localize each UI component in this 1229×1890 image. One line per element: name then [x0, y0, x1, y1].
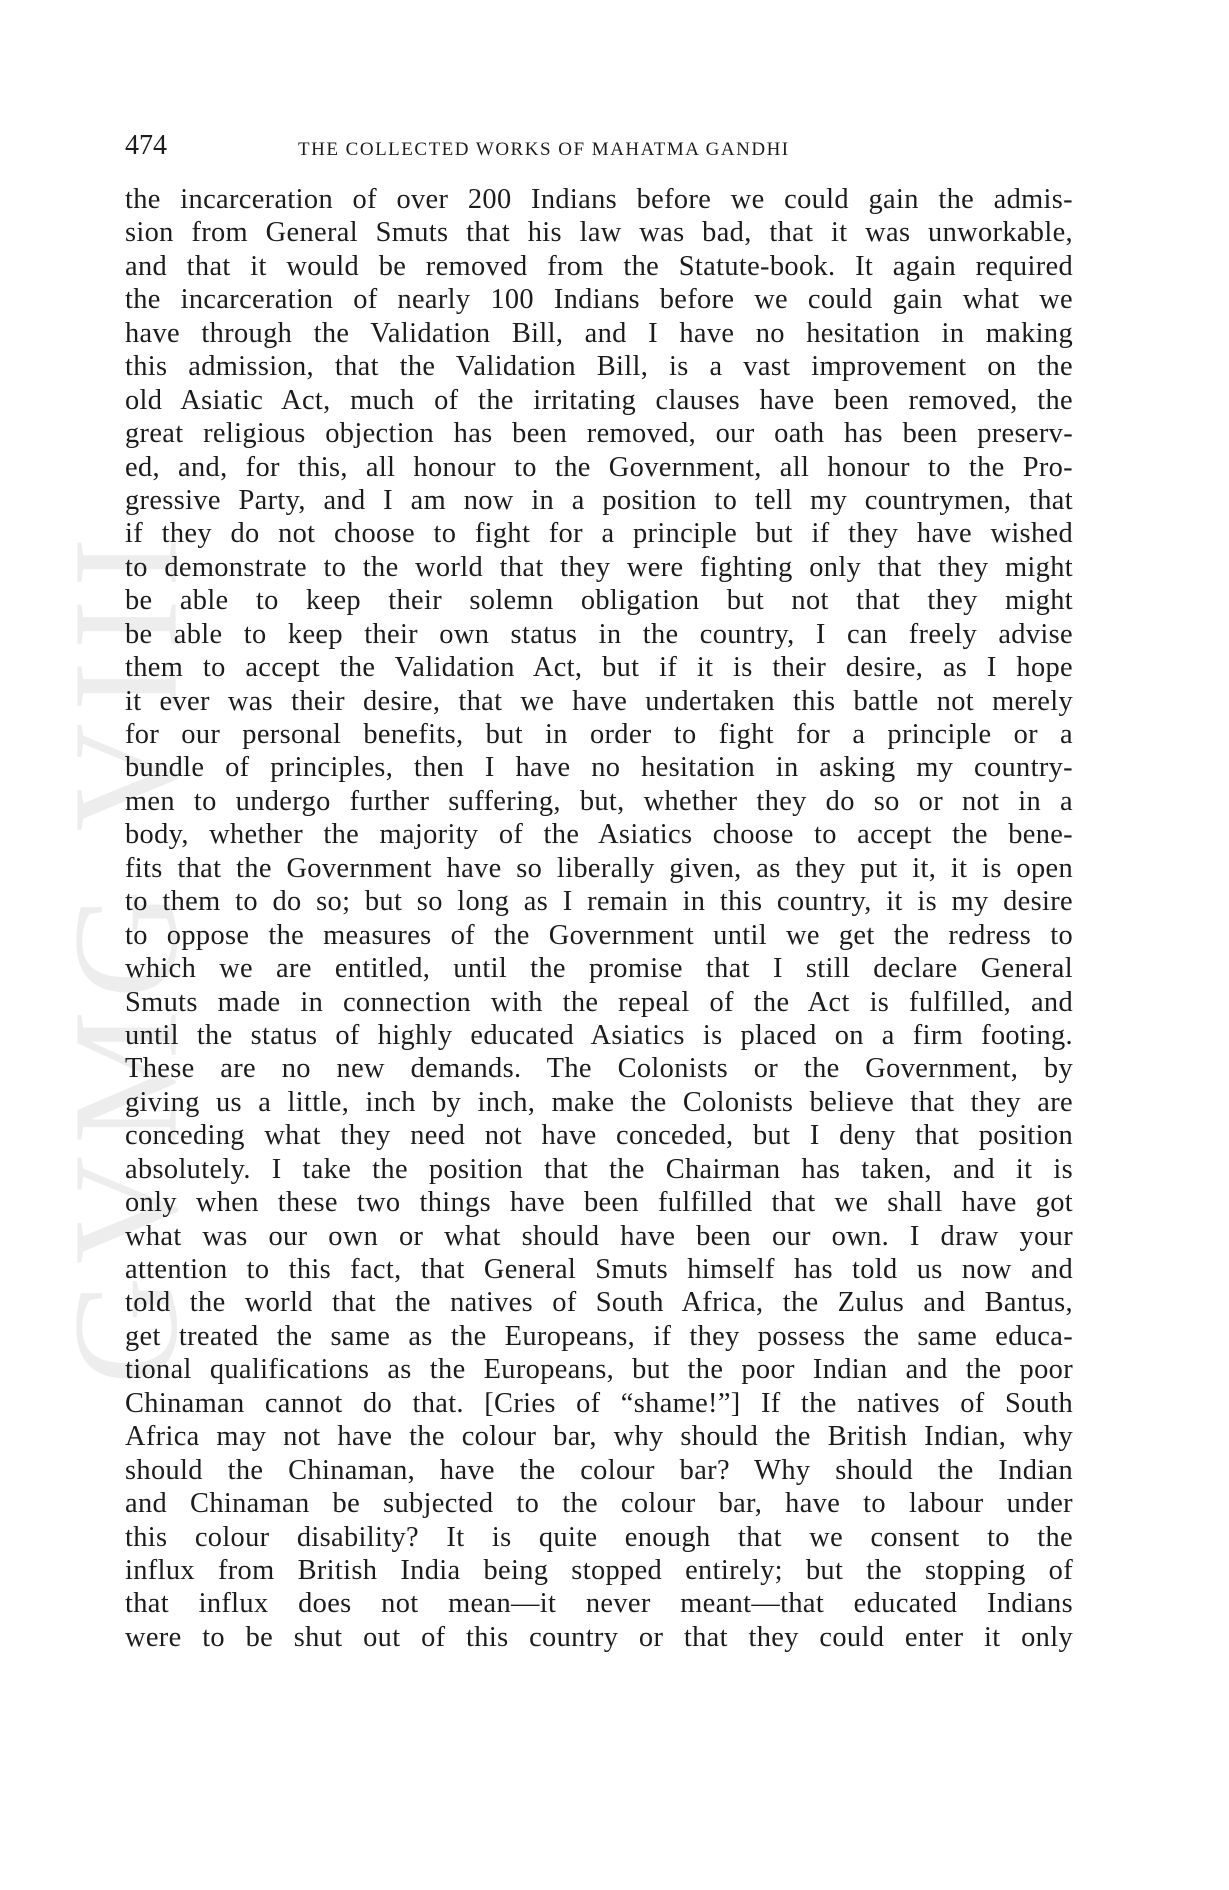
body-text	[125, 183, 1073, 1654]
text-line: tional qualifications as the Europeans, but the poor Indian and the poor	[125, 1354, 1073, 1386]
text-line: the incarceration of nearly 100 Indians before we could gain what we	[125, 284, 1073, 316]
text-line: Smuts made in connection with the repeal of the Act is fulfilled, and	[125, 986, 1073, 1018]
page-number: 474	[125, 130, 167, 161]
text-line: to them to do so; but so long as I remain in this country, it is my desire	[125, 886, 1073, 918]
text-line: old Asiatic Act, much of the irritating clauses have been removed, the	[125, 384, 1073, 416]
text-line: and that it would be removed from the Statute-book. It again required	[125, 250, 1073, 282]
text-line: to demonstrate to the world that they were fighting only that they might	[125, 551, 1073, 583]
text-line: what was our own or what should have been our own. I draw your	[125, 1220, 1073, 1252]
text-line: Africa may not have the colour bar, why should the British Indian, why	[125, 1421, 1073, 1453]
text-line: gressive Party, and I am now in a position to tell my countrymen, that	[125, 484, 1073, 516]
text-line: sion from General Smuts that his law was bad, that it was unworkable,	[125, 217, 1073, 249]
text-line: it ever was their desire, that we have undertaken this battle not merely	[125, 685, 1073, 717]
text-line: fits that the Government have so liberally given, as they put it, it is open	[125, 852, 1073, 884]
text-line: conceding what they need not have conceded, but I deny that position	[125, 1120, 1073, 1152]
text-line: have through the Validation Bill, and I have no hesitation in making	[125, 317, 1073, 349]
text-line: which we are entitled, until the promise that I still declare General	[125, 953, 1073, 985]
text-line: bundle of principles, then I have no hesitation in asking my country-	[125, 752, 1073, 784]
text-line: men to undergo further suffering, but, whether they do so or not in a	[125, 785, 1073, 817]
text-line: the incarceration of over 200 Indians before we could gain the admis-	[125, 184, 1073, 215]
text-line: to oppose the measures of the Government until we get the redress to	[125, 919, 1073, 951]
text-line: until the status of highly educated Asiatics is placed on a firm footing.	[125, 1019, 1073, 1051]
text-line: be able to keep their solemn obligation but not that they might	[125, 585, 1073, 617]
text-line: this colour disability? It is quite enough that we consent to the	[125, 1521, 1073, 1553]
text-line: were to be shut out of this country or that they could enter it only	[125, 1621, 1073, 1653]
text-line: Chinaman cannot do that. [Cries of “shame!”] If the natives of South	[125, 1387, 1073, 1419]
text-line: told the world that the natives of South Africa, the Zulus and Bantus,	[125, 1287, 1073, 1319]
text-line: great religious objection has been removed, our oath has been preserv-	[125, 418, 1073, 450]
text-line: absolutely. I take the position that the Chairman has taken, and it is	[125, 1153, 1073, 1185]
watermark-text: GVMG VIII	[43, 525, 210, 1385]
text-line: for our personal benefits, but in order to fight for a principle or a	[125, 719, 1073, 750]
running-head: THE COLLECTED WORKS OF MAHATMA GANDHI	[298, 139, 790, 160]
text-line: These are no new demands. The Colonists or the Government, by	[125, 1053, 1073, 1085]
text-line: ed, and, for this, all honour to the Government, all honour to the Pro-	[125, 451, 1073, 483]
text-line: this admission, that the Validation Bill, is a vast improvement on the	[125, 351, 1073, 383]
page-header	[125, 126, 1067, 166]
text-line: be able to keep their own status in the country, I can freely advise	[125, 618, 1073, 650]
text-line: influx from British India being stopped entirely; but the stopping of	[125, 1554, 1073, 1586]
text-line: that influx does not mean—it never meant—that educated Indians	[125, 1588, 1073, 1620]
text-line: only when these two things have been fulfilled that we shall have got	[125, 1187, 1073, 1219]
text-line: attention to this fact, that General Smuts himself has told us now and	[125, 1254, 1073, 1285]
text-line: them to accept the Validation Act, but if it is their desire, as I hope	[125, 652, 1073, 684]
text-line: if they do not choose to fight for a principle but if they have wished	[125, 518, 1073, 550]
text-line: giving us a little, inch by inch, make the Colonists believe that they are	[125, 1086, 1073, 1118]
text-line: should the Chinaman, have the colour bar? Why should the Indian	[125, 1454, 1073, 1486]
text-line: body, whether the majority of the Asiatics choose to accept the bene-	[125, 819, 1073, 851]
text-line: get treated the same as the Europeans, if they possess the same educa-	[125, 1320, 1073, 1352]
text-line: and Chinaman be subjected to the colour bar, have to labour under	[125, 1488, 1073, 1520]
